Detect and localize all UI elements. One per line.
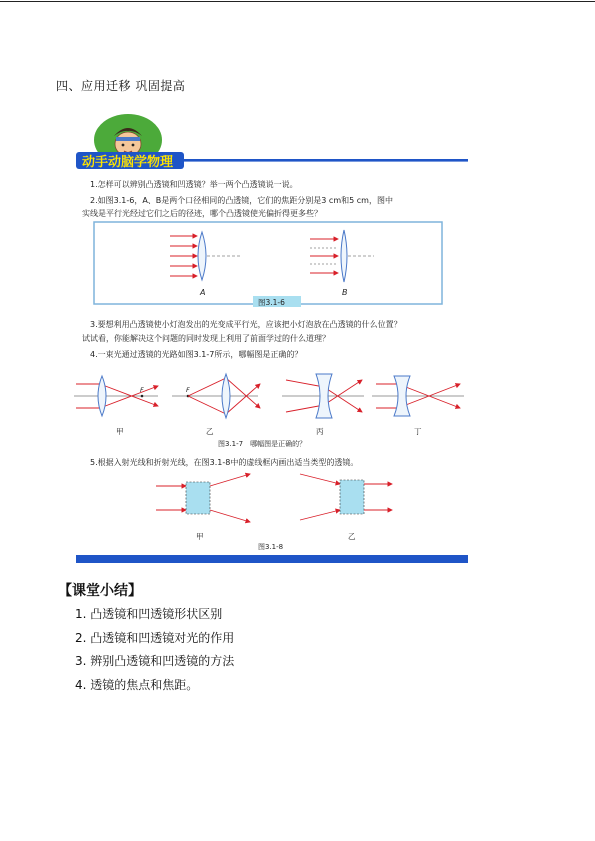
figure-3-1-6-caption: 图3.1-6 [258,298,285,307]
focus-label-yi: F [186,386,190,394]
panel-label-yi: 乙 [206,427,214,436]
question-1: 1.怎样可以辨别凸透镜和凹透镜？举一两个凸透镜说一说。 [90,180,298,189]
question-4: 4.一束光通过透镜的光路如图3.1-7所示，哪幅图是正确的？ [90,350,303,359]
summary-heading: 【课堂小结】 [58,583,142,599]
textbook-figure-svg [72,112,468,564]
figure-3-1-8-caption: 图3.1-8 [258,543,284,551]
question-5: 5.根据入射光线和折射光线，在图3.1-8中的虚线框内画出适当类型的透镜。 [90,458,359,467]
figure-3-1-8 [156,474,392,551]
lens-a-label: A [200,288,206,297]
summary-item-number: 3. [75,654,87,668]
summary-item [75,605,234,629]
panel-label-bing: 丙 [316,427,324,436]
summary-item [75,629,234,653]
summary-item-text: 凸透镜和凹透镜对光的作用 [90,630,235,645]
figure-3-1-6 [94,222,442,307]
banner-title: 动手动脑学物理 [82,155,174,170]
summary-item [75,676,234,700]
question-2-line-2: 实线是平行光经过它们之后的径迹，哪个凸透镜使光偏折得更多些？ [82,209,322,218]
summary-item-number: 1. [75,607,87,621]
panel-yi-convex-lens [172,374,260,418]
summary-list [75,605,234,699]
figure-3-1-7-caption: 图3.1-7 哪幅图是正确的？ [218,440,307,448]
textbook-figure [72,112,468,564]
section-heading: 四、应用迁移 巩固提高 [56,79,186,93]
lens-b-label: B [342,288,348,297]
bottom-banner-rule [76,555,468,563]
summary-item [75,652,234,676]
summary-item-text: 凸透镜和凹透镜形状区别 [90,607,223,621]
lens-box-jia [186,482,210,514]
panel-label-jia: 甲 [116,427,124,436]
question-3-line-2: 试试看，你能解决这个问题的同时发现上利用了前面学过的什么道理？ [82,334,330,343]
panel-jia-convex-lens [74,376,158,416]
figure-3-1-7 [74,374,464,448]
panel-ding-concave-lens [372,376,464,416]
lens-box-yi [340,480,364,514]
fig8-panel-label-jia: 甲 [196,532,204,541]
question-2-line-1: 2.如图3.1-6，A、B是两个口径相同的凸透镜，它们的焦距分别是3 cm和5 cm，图中 [90,196,393,205]
panel-bing-concave-lens [282,374,364,418]
panel-label-ding: 丁 [414,427,422,436]
summary-item-text: 透镜的焦点和焦距。 [90,677,199,692]
summary-item-text: 辨别凸透镜和凹透镜的方法 [90,654,235,668]
summary-item-number: 2. [75,630,87,645]
fig8-panel-label-yi: 乙 [348,532,356,541]
focus-label-jia: F [140,386,144,394]
question-3-line-1: 3.要想利用凸透镜使小灯泡发出的光变成平行光，应该把小灯泡放在凸透镜的什么位置？ [90,320,402,329]
summary-item-number: 4. [75,677,87,692]
page-top-rule [0,1,595,2]
